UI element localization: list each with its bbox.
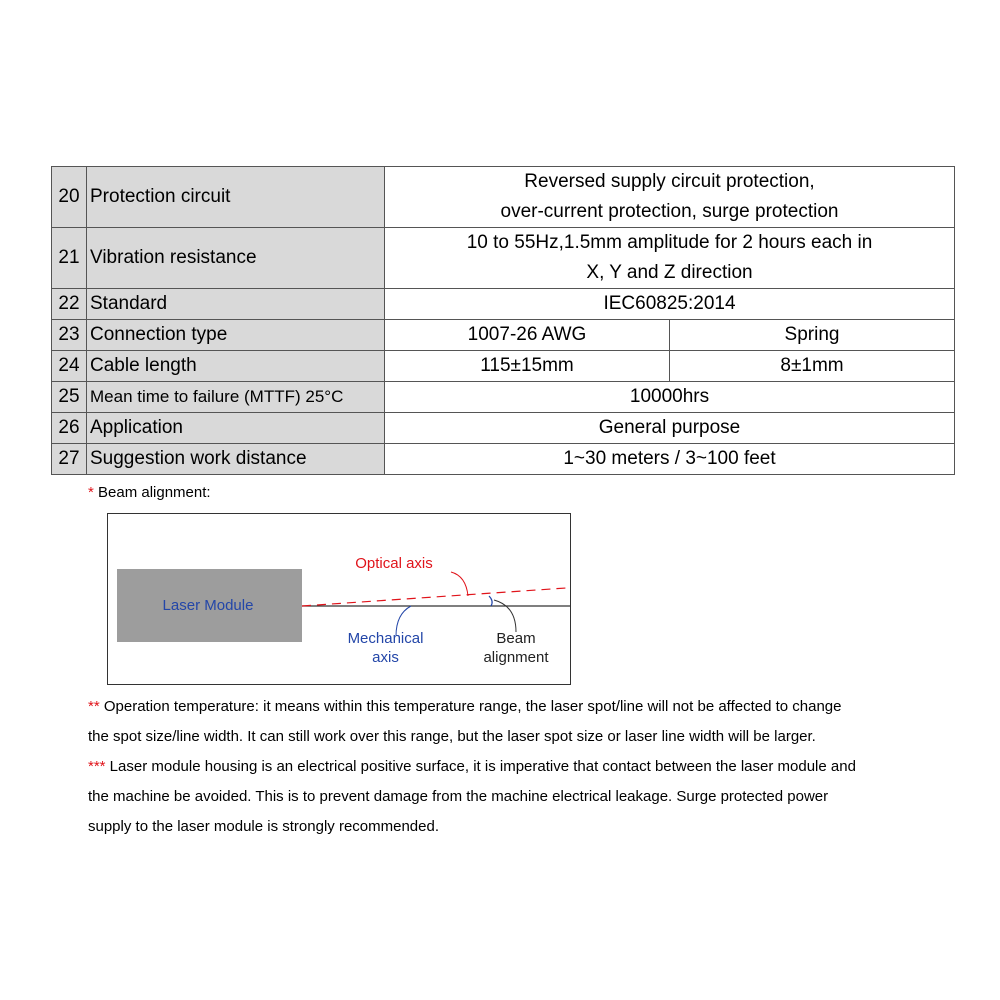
beam-alignment-leader [494,600,516,632]
table-row [52,382,955,413]
table-row [52,351,955,382]
beam-alignment-note [88,484,211,501]
row-number: 22 [52,289,87,320]
parameter-name: Protection circuit [87,167,385,228]
footnote-housing-warning [88,752,888,842]
parameter-value-a: 1007-26 AWG [385,320,670,351]
parameter-value [385,228,955,289]
table-row [52,228,955,289]
parameter-name: Mean time to failure (MTTF) 25°C [87,382,385,413]
laser-module-label: Laser Module [162,597,254,614]
row-number: 21 [52,228,87,289]
mechanical-axis-label [333,629,438,667]
table-row [52,444,955,475]
row-number: 24 [52,351,87,382]
parameter-name: Connection type [87,320,385,351]
footnote-line: Operation temperature: it means within this temperature range, the laser spot/line will not be affected to change [99,698,842,715]
value-line: X, Y and Z direction [586,262,753,283]
specification-table [51,166,955,475]
table-row [52,413,955,444]
row-number: 23 [52,320,87,351]
parameter-value [385,167,955,228]
footnotes [88,692,888,842]
row-number: 20 [52,167,87,228]
table-row [52,289,955,320]
angle-arc [489,596,492,606]
parameter-value: 1~30 meters / 3~100 feet [385,444,955,475]
optical-leader [451,572,468,596]
beam-alignment-diagram [107,513,571,685]
row-number: 27 [52,444,87,475]
table-row [52,320,955,351]
footnote-mark: * [88,484,94,501]
parameter-name: Cable length [87,351,385,382]
parameter-name: Application [87,413,385,444]
optical-axis-line [302,588,566,606]
parameter-value: General purpose [385,413,955,444]
parameter-name: Standard [87,289,385,320]
footnote-operation-temperature [88,692,888,752]
footnote-text: Beam alignment: [93,484,211,501]
label-line: Mechanical [347,630,424,647]
footnote-mark: *** [88,758,106,775]
parameter-name: Vibration resistance [87,228,385,289]
row-number: 26 [52,413,87,444]
parameter-name: Suggestion work distance [87,444,385,475]
footnote-mark: ** [88,698,100,715]
value-line: 10 to 55Hz,1.5mm amplitude for 2 hours each in [466,232,873,253]
parameter-value-b: 8±1mm [670,351,955,382]
table-row [52,167,955,228]
parameter-value-a: 115±15mm [385,351,670,382]
parameter-value: 10000hrs [385,382,955,413]
label-line: axis [372,649,399,666]
parameter-value-b: Spring [670,320,955,351]
row-number: 25 [52,382,87,413]
value-line: over-current protection, surge protection [500,201,839,222]
parameter-value: IEC60825:2014 [385,289,955,320]
footnote-line: supply to the laser module is strongly recommended. [88,818,440,835]
footnote-line: the spot size/line width. It can still work over this range, but the laser spot size or laser line width will be larger. [88,728,816,745]
beam-alignment-label [472,629,560,667]
footnote-line: Laser module housing is an electrical positive surface, it is imperative that contact between the laser module and [105,758,856,775]
label-line: alignment [483,649,549,666]
value-line: Reversed supply circuit protection, [524,171,815,192]
footnote-line: the machine be avoided. This is to prevent damage from the machine electrical leakage. Surge protected power [88,788,829,805]
optical-axis-label: Optical axis [355,555,433,572]
label-line: Beam [496,630,536,647]
